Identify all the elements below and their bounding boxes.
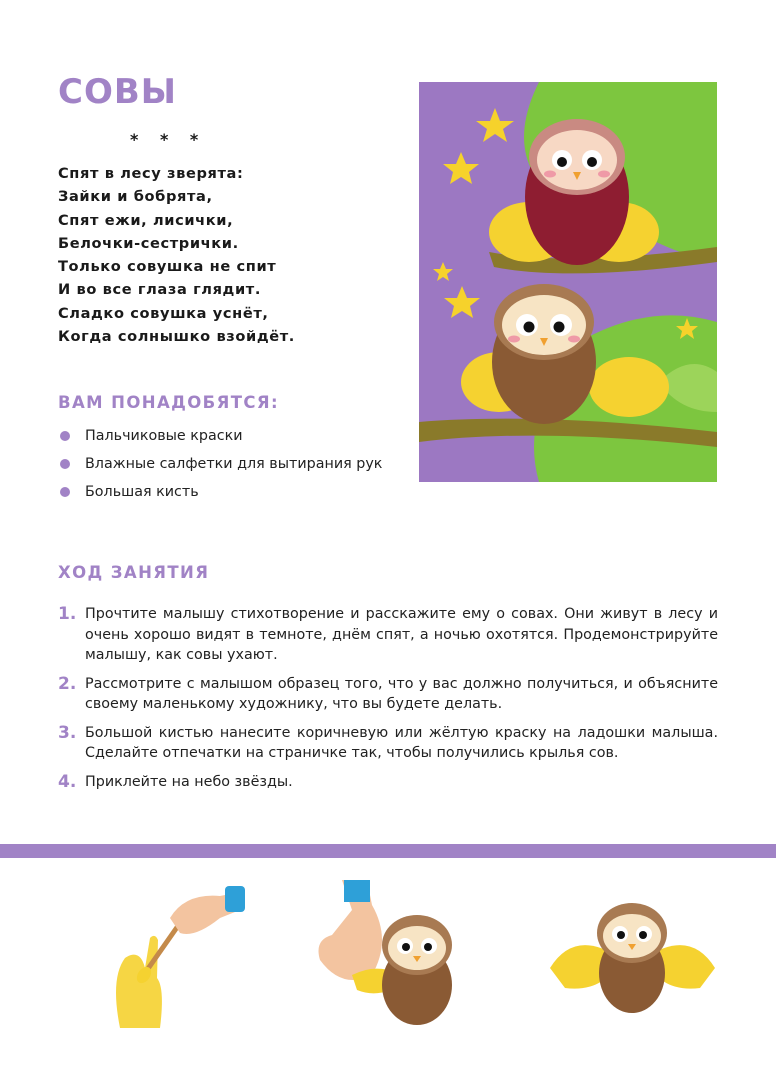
hand-icon bbox=[170, 886, 245, 934]
list-item-label: Большая кисть bbox=[85, 484, 199, 500]
needs-list bbox=[60, 422, 382, 506]
poem-line: Белочки-сестрички. bbox=[58, 234, 239, 252]
list-item bbox=[60, 478, 382, 506]
bullet-icon bbox=[60, 459, 70, 469]
list-item-label: Пальчиковые краски bbox=[85, 428, 243, 444]
finished-owl-illustration bbox=[545, 888, 720, 1028]
owls-illustration bbox=[419, 82, 717, 482]
handprint-wing-illustration bbox=[312, 880, 472, 1030]
owl-icon bbox=[382, 915, 452, 1025]
step-text: Большой кистью нанесите коричневую или жёлтую краску на ладошки малыша. Сделайте отпечатки на страничке так, чтобы получились крылья сов. bbox=[85, 724, 718, 761]
step-number: 4. bbox=[58, 771, 77, 792]
divider bbox=[0, 844, 776, 858]
poem-line: Спят в лесу зверята: bbox=[58, 165, 244, 182]
step-item bbox=[58, 674, 718, 715]
step-number: 3. bbox=[58, 722, 77, 743]
poem-line: И во все глаза глядит. bbox=[58, 281, 261, 299]
step-text: Приклейте на небо звёзды. bbox=[85, 773, 293, 790]
poem-line: Спят ежи, лисички, bbox=[58, 211, 234, 229]
step-item bbox=[58, 772, 718, 793]
steps-list bbox=[58, 604, 718, 801]
list-item-label: Влажные салфетки для вытирания рук bbox=[85, 456, 383, 472]
owl-icon bbox=[597, 903, 667, 1013]
poem-line: Зайки и бобрята, bbox=[58, 188, 213, 206]
brush-painting-illustration bbox=[100, 878, 250, 1028]
poem-line: Только совушка не спит bbox=[58, 258, 277, 276]
step-number: 2. bbox=[58, 673, 77, 694]
lesson-title: ХОД ЗАНЯТИЯ bbox=[58, 563, 210, 582]
poem bbox=[58, 162, 388, 348]
list-item bbox=[60, 422, 382, 450]
page-title: СОВЫ bbox=[58, 72, 177, 112]
hand-icon bbox=[319, 880, 383, 980]
step-text: Рассмотрите с малышом образец того, что у вас должно получиться, и объясните своему маленькому художнику, что вы будете делать. bbox=[85, 675, 718, 712]
step-item bbox=[58, 604, 718, 666]
poem-line: Когда солнышко взойдёт. bbox=[58, 328, 295, 346]
bullet-icon bbox=[60, 487, 70, 497]
step-text: Прочтите малышу стихотворение и расскажите ему о совах. Они живут в лесу и очень хорошо видят в темноте, днём спят, а ночью охотятся. Продемонстрируйте малышу, как совы ухают. bbox=[85, 606, 718, 663]
poem-mark: * * * bbox=[130, 130, 207, 149]
bullet-icon bbox=[60, 431, 70, 441]
step-number: 1. bbox=[58, 604, 77, 624]
poem-line: Сладко совушка уснёт, bbox=[58, 304, 269, 322]
step-item bbox=[58, 723, 718, 764]
list-item bbox=[60, 450, 382, 478]
needs-title: ВАМ ПОНАДОБЯТСЯ: bbox=[58, 393, 279, 412]
